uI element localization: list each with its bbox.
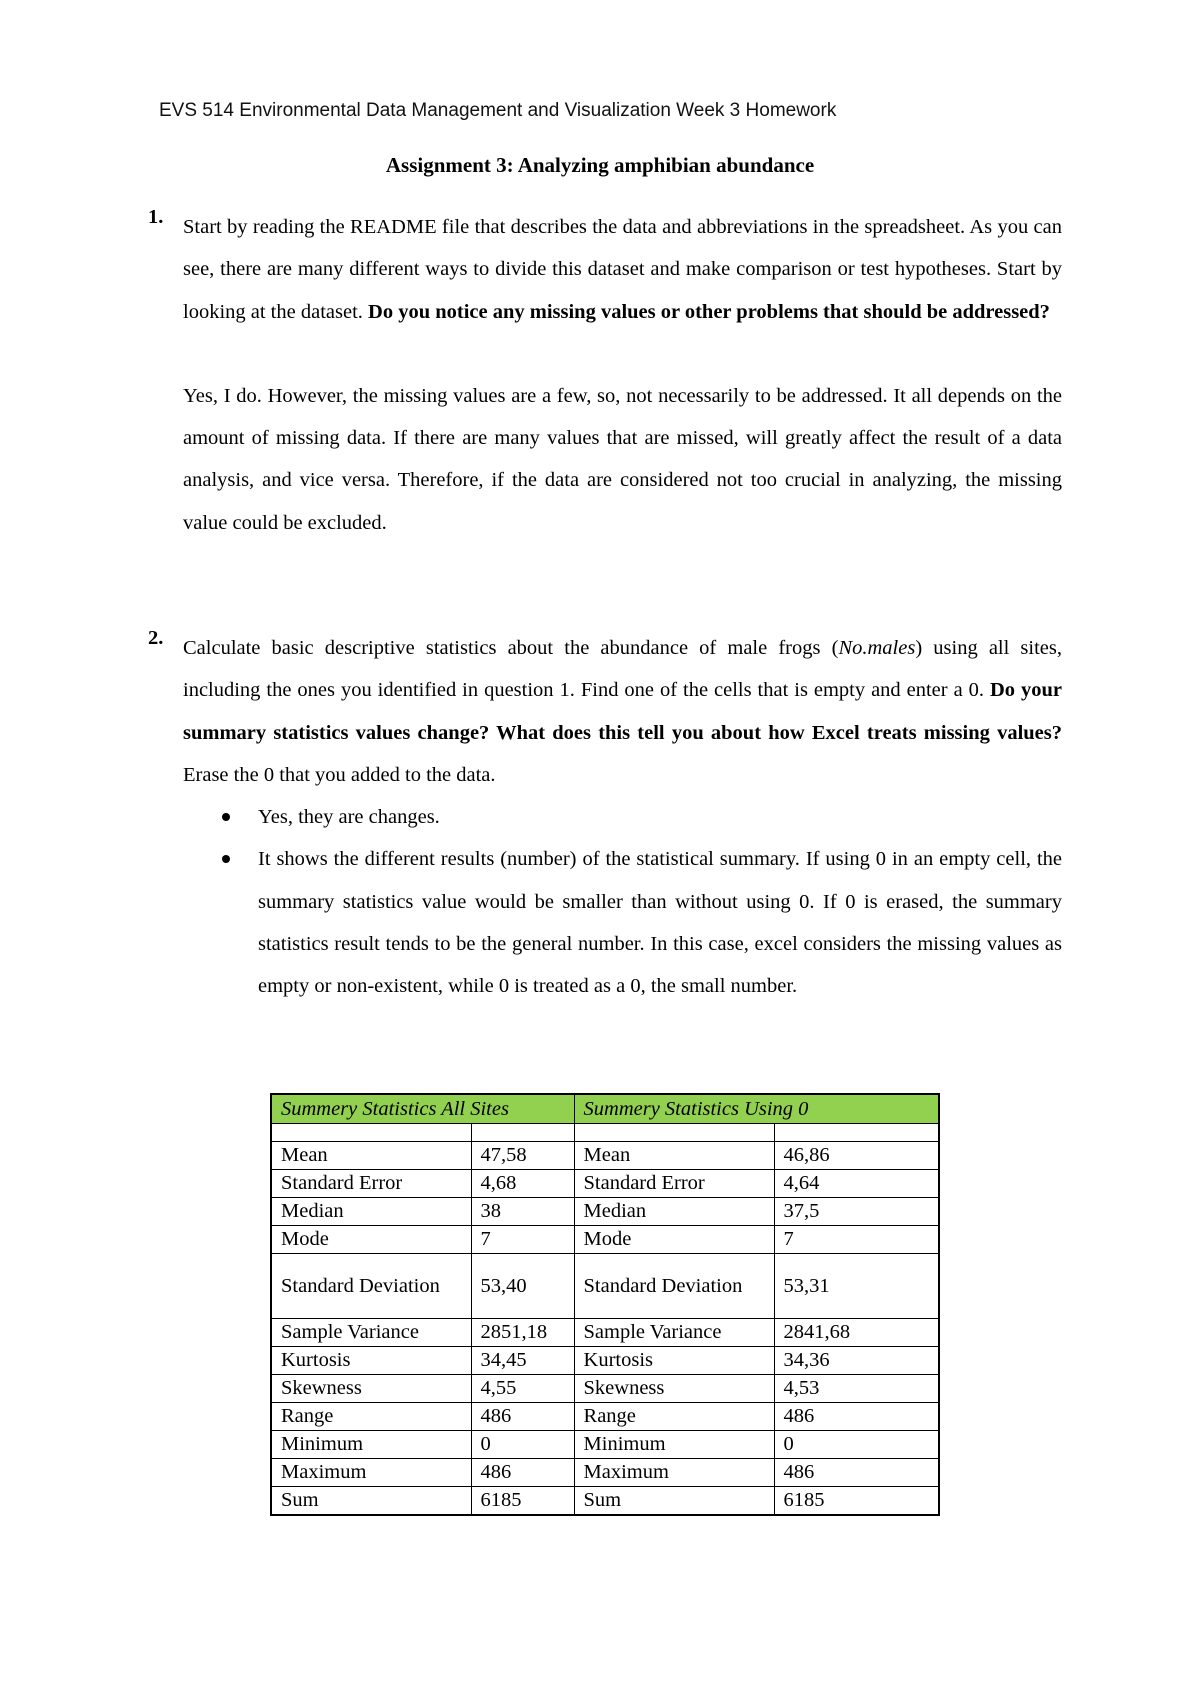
- question-2: [148, 627, 1062, 796]
- page-header: EVS 514 Environmental Data Management and Visualization Week 3 Homework: [159, 100, 837, 121]
- table-cell-l-value: 486: [471, 1459, 574, 1487]
- table-cell-l-label: Minimum: [271, 1431, 471, 1459]
- table-cell-r-value: 37,5: [774, 1198, 939, 1226]
- bullet-icon: [222, 813, 230, 821]
- table-row: [271, 1375, 939, 1403]
- table-cell-r-label: Standard Deviation: [574, 1254, 774, 1319]
- table-blank-row: [271, 1124, 939, 1142]
- table-cell-r-label: Median: [574, 1198, 774, 1226]
- question-2-number: 2.: [148, 627, 164, 649]
- table-cell-l-value: 53,40: [471, 1254, 574, 1319]
- question-1-text: Start by reading the README file that describes the data and abbreviations in the spreadsheet. As you can see, there are many different ways to divide this dataset and make comparison or test hypotheses. Start by looking at the dataset.: [183, 216, 1062, 323]
- table-cell-r-value: 53,31: [774, 1254, 939, 1319]
- table-cell-r-value: 34,36: [774, 1347, 939, 1375]
- table-cell-r-label: Standard Error: [574, 1170, 774, 1198]
- table-cell-r-label: Sample Variance: [574, 1319, 774, 1347]
- table-row: [271, 1403, 939, 1431]
- summary-statistics-table: [270, 1093, 940, 1516]
- table-cell-l-label: Sample Variance: [271, 1319, 471, 1347]
- table-cell-r-value: 4,53: [774, 1375, 939, 1403]
- table-cell-l-value: 4,68: [471, 1170, 574, 1198]
- table-cell-l-label: Sum: [271, 1487, 471, 1516]
- table-cell-l-label: Kurtosis: [271, 1347, 471, 1375]
- table-row: [271, 1487, 939, 1516]
- table-cell-r-value: 7: [774, 1226, 939, 1254]
- table-cell-r-value: 0: [774, 1431, 939, 1459]
- table-cell-r-label: Mean: [574, 1142, 774, 1170]
- table-cell-r-label: Skewness: [574, 1375, 774, 1403]
- table-cell-l-label: Maximum: [271, 1459, 471, 1487]
- table-cell-l-value: 0: [471, 1431, 574, 1459]
- table-row: [271, 1254, 939, 1319]
- assignment-title: Assignment 3: Analyzing amphibian abundance: [385, 153, 815, 177]
- table-cell-l-label: Range: [271, 1403, 471, 1431]
- table-cell-r-label: Range: [574, 1403, 774, 1431]
- table-cell-r-value: 486: [774, 1403, 939, 1431]
- table-cell-l-label: Median: [271, 1198, 471, 1226]
- question-2-answers: [148, 796, 1062, 1007]
- table-row: [271, 1226, 939, 1254]
- table-cell-l-label: Standard Deviation: [271, 1254, 471, 1319]
- table-cell: [774, 1124, 939, 1142]
- question-1: [148, 206, 1062, 544]
- table-row: [271, 1142, 939, 1170]
- table-cell-l-value: 47,58: [471, 1142, 574, 1170]
- question-2-text-c: Erase the 0 that you added to the data.: [183, 763, 496, 786]
- table-cell-r-value: 6185: [774, 1487, 939, 1516]
- table-cell: [271, 1124, 471, 1142]
- table-cell-r-value: 486: [774, 1459, 939, 1487]
- table-cell: [471, 1124, 574, 1142]
- table-cell: [574, 1124, 774, 1142]
- table-cell-l-label: Standard Error: [271, 1170, 471, 1198]
- table-cell-r-value: 2841,68: [774, 1319, 939, 1347]
- table-cell-l-label: Skewness: [271, 1375, 471, 1403]
- list-item: [148, 838, 1062, 1007]
- bullet-icon: [222, 855, 230, 863]
- header-all-sites: Summery Statistics All Sites: [271, 1094, 574, 1124]
- question-1-number: 1.: [148, 206, 164, 228]
- question-2-italic-text: No.males: [838, 637, 916, 659]
- table-row: [271, 1170, 939, 1198]
- table-cell-l-value: 486: [471, 1403, 574, 1431]
- question-1-prompt: [183, 206, 1062, 333]
- table-cell-r-label: Kurtosis: [574, 1347, 774, 1375]
- question-1-answer: Yes, I do. However, the missing values are a few, so, not necessarily to be addressed. It all depends on the amount of missing data. If there are many values that are missed, will greatly affect the result of a data analysis, and vice versa. Therefore, if the data are considered not too crucial in analyzing, the missing value could be excluded.: [183, 384, 1062, 534]
- table-cell-r-label: Sum: [574, 1487, 774, 1516]
- table-row: [271, 1431, 939, 1459]
- table-cell-r-label: Minimum: [574, 1431, 774, 1459]
- answer-bullet-list: [148, 796, 1062, 1007]
- header-using-zero: Summery Statistics Using 0: [574, 1094, 939, 1124]
- question-2-text-b: ) using all sites, including the ones you identified in question 1. Find one of the cells that is empty and enter a 0.: [183, 637, 1062, 702]
- table-row: [271, 1347, 939, 1375]
- table-cell-l-value: 34,45: [471, 1347, 574, 1375]
- question-2-text-a: Calculate basic descriptive statistics about the abundance of male frogs (: [183, 637, 839, 659]
- question-2-bold-text: Do your summary statistics values change? What does this tell you about how Excel treats missing values?: [183, 679, 1063, 744]
- bullet-text: It shows the different results (number) of the statistical summary. If using 0 in an empty cell, the summary statistics value would be smaller than without using 0. If 0 is erased, the summary statistics result tends to be the general number. In this case, excel considers the missing values as empty or non-existent, while 0 is treated as a 0, the small number.: [258, 848, 1062, 998]
- table-row: [271, 1459, 939, 1487]
- table-cell-l-value: 6185: [471, 1487, 574, 1516]
- table-cell-l-value: 2851,18: [471, 1319, 574, 1347]
- table-cell-l-value: 4,55: [471, 1375, 574, 1403]
- bullet-text: Yes, they are changes.: [258, 806, 440, 828]
- question-2-prompt: [183, 627, 1062, 796]
- list-item: [148, 796, 1062, 838]
- table-header-row: [271, 1094, 939, 1124]
- table-cell-r-value: 46,86: [774, 1142, 939, 1170]
- table-row: [271, 1319, 939, 1347]
- table-cell-r-label: Mode: [574, 1226, 774, 1254]
- table-cell-l-label: Mode: [271, 1226, 471, 1254]
- table-cell-l-value: 38: [471, 1198, 574, 1226]
- table-row: [271, 1198, 939, 1226]
- table-cell-r-value: 4,64: [774, 1170, 939, 1198]
- table-cell-l-label: Mean: [271, 1142, 471, 1170]
- question-1-bold-text: Do you notice any missing values or other problems that should be addressed?: [368, 300, 1050, 323]
- table-cell-r-label: Maximum: [574, 1459, 774, 1487]
- table-cell-l-value: 7: [471, 1226, 574, 1254]
